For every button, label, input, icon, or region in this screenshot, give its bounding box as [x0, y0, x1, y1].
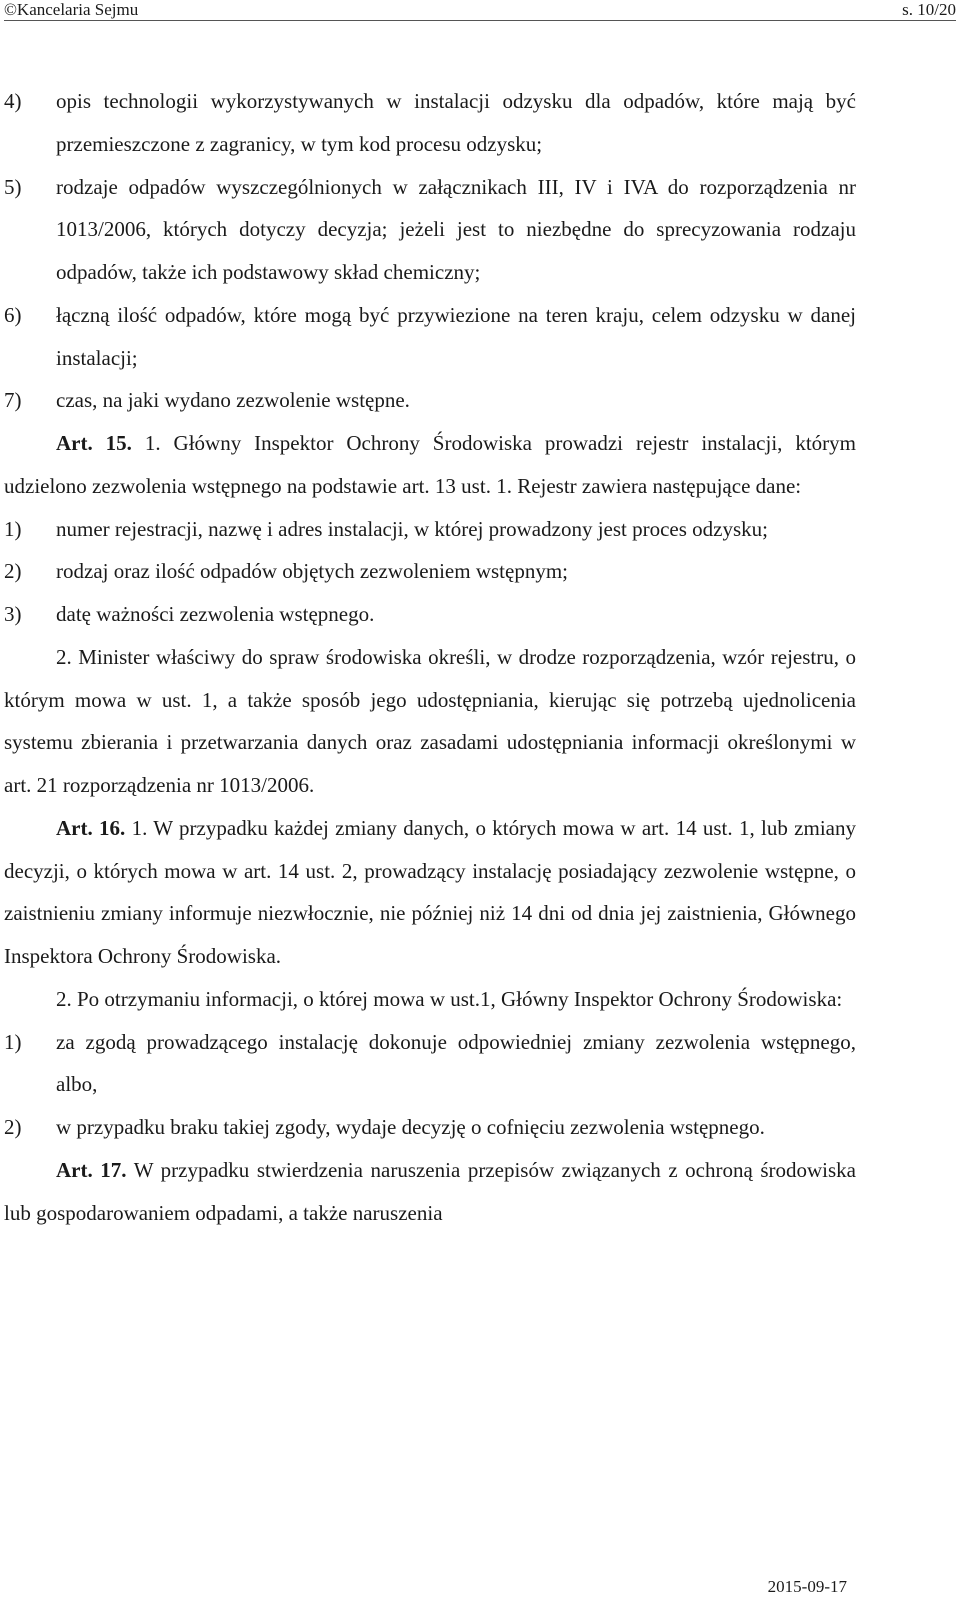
article-15	[4, 422, 856, 508]
page-number: s. 10/20	[902, 0, 956, 19]
list-item-number: 1)	[4, 516, 22, 541]
list-item	[4, 166, 856, 294]
list-item-text: w przypadku braku takiej zgody, wydaje decyzję o cofnięciu zezwolenia wstępnego.	[56, 1115, 765, 1139]
header-divider	[4, 20, 956, 21]
list-item-number: 3)	[4, 602, 22, 626]
footer-date: 2015-09-17	[767, 1577, 847, 1596]
list-item-text: rodzaje odpadów wyszczególnionych w załącznikach III, IV i IVA do rozporządzenia nr 1013/2006, których dotyczy decyzja; jeżeli jest to niezbędne do sprecyzowania rodzaju odpadów, także ich podstawowy skład chemiczny;	[56, 174, 856, 284]
article-15-paragraph-2: 2. Minister właściwy do spraw środowiska określi, w drodze rozporządzenia, wzór rejestru, o którym mowa w ust. 1, a także sposób jego udostępniania, kierując się potrzebą ujednolicenia systemu zbierania i przetwarzania danych oraz zasadami udostępniania informacji określonymi w art. 21 rozporządzenia nr 1013/2006.	[4, 644, 856, 797]
list-item-text: datę ważności zezwolenia wstępnego.	[56, 602, 375, 626]
list-item	[4, 1021, 856, 1107]
list-item	[4, 294, 856, 380]
list-item-text: rodzaj oraz ilość odpadów objętych zezwoleniem wstępnym;	[56, 559, 568, 584]
article-16	[4, 807, 856, 978]
list-item-number: 6)	[4, 302, 22, 327]
list-item	[4, 80, 856, 166]
list-item	[4, 550, 856, 593]
list-item-number: 7)	[4, 388, 22, 413]
article-17-text: W przypadku stwierdzenia naruszenia przepisów związanych z ochroną środowiska lub gospodarowaniem odpadami, a także naruszenia	[4, 1157, 857, 1225]
list-item-number: 2)	[4, 1115, 22, 1139]
article-16-text: 1. W przypadku każdej zmiany danych, o których mowa w art. 14 ust. 1, lub zmiany decyzji, o których mowa w art. 14 ust. 2, prowadzący instalację posiadający zezwolenie wstępne, o zaistnieniu zmiany informuje niezwłocznie, nie później niż 14 dni od dnia jej zaistnienia, Głównego Inspektora Ochrony Środowiska.	[4, 815, 856, 968]
list-item-number: 5)	[4, 174, 22, 199]
list-item-text: łączną ilość odpadów, które mogą być przywiezione na teren kraju, celem odzysku w danej instalacji;	[56, 302, 856, 370]
list-item	[4, 379, 856, 422]
list-item-text: za zgodą prowadzącego instalację dokonuje odpowiedniej zmiany zezwolenia wstępnego, albo,	[56, 1029, 856, 1097]
article-15-label: Art. 15.	[56, 431, 132, 455]
list-item	[4, 508, 856, 551]
article-15-text: 1. Główny Inspektor Ochrony Środowiska prowadzi rejestr instalacji, którym udzielono zezwolenia wstępnego na podstawie art. 13 ust. 1. Rejestr zawiera następujące dane:	[4, 431, 857, 498]
list-item-number: 2)	[4, 559, 22, 584]
list-item-text: czas, na jaki wydano zezwolenie wstępne.	[56, 388, 410, 413]
article-17-label: Art. 17.	[56, 1157, 127, 1182]
document-body	[4, 80, 856, 1234]
article-17	[4, 1149, 856, 1235]
page-header	[4, 0, 956, 22]
copyright-text: ©Kancelaria Sejmu	[4, 0, 139, 19]
list-item-text: numer rejestracji, nazwę i adres instalacji, w której prowadzony jest proces odzysku;	[56, 516, 769, 541]
list-item-number: 1)	[4, 1029, 22, 1054]
list-item	[4, 1106, 856, 1149]
article-16-label: Art. 16.	[56, 815, 126, 840]
list-item-text: opis technologii wykorzystywanych w instalacji odzysku dla odpadów, które mają być przemieszczone z zagranicy, w tym kod procesu odzysku;	[56, 89, 856, 156]
list-item	[4, 593, 856, 636]
article-16-paragraph-2: 2. Po otrzymaniu informacji, o której mowa w ust.1, Główny Inspektor Ochrony Środowiska:	[56, 986, 843, 1011]
list-item-number: 4)	[4, 89, 22, 113]
